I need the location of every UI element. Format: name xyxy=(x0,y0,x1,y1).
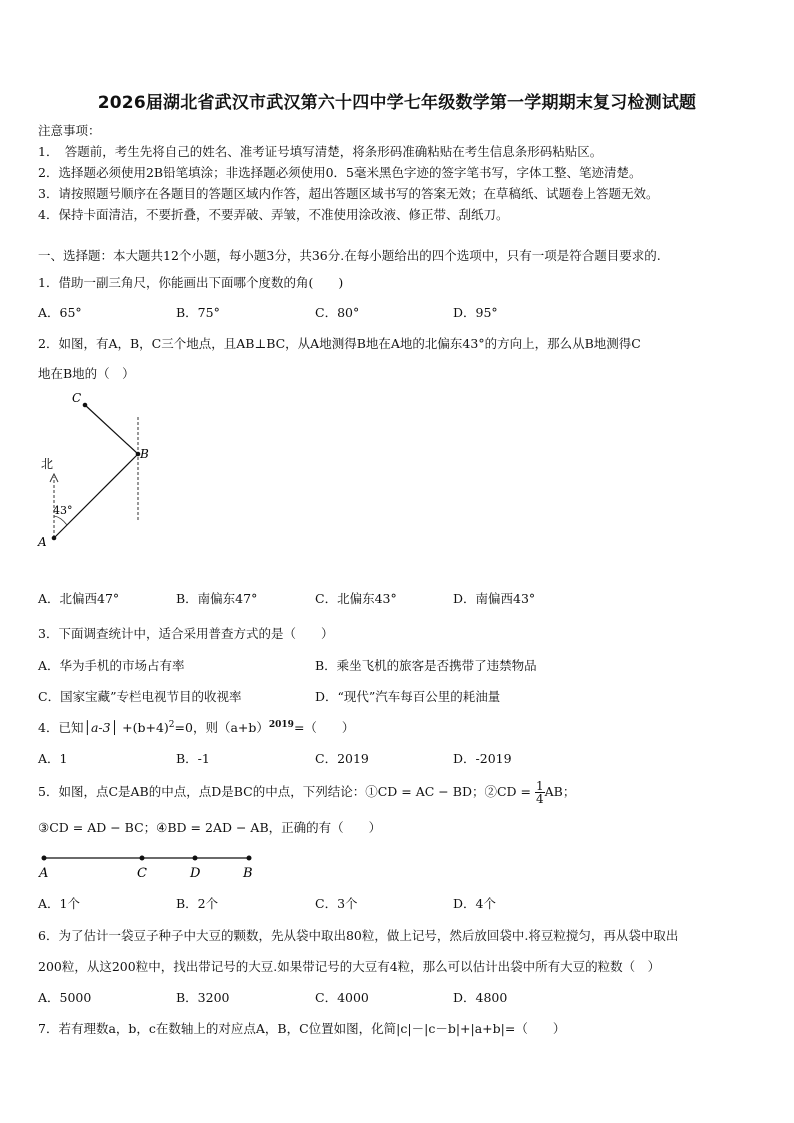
q5-label-c: C xyxy=(137,866,147,880)
notes-item-1: 1． 答题前，考生先将自己的姓名、准考证号填写清楚，将条形码准确粘贴在考生信息条形码粘贴区。 xyxy=(38,144,603,159)
q4-tail: =（ ） xyxy=(293,720,355,735)
q5-option-b: B．2个 xyxy=(176,896,219,911)
q4-mid: +(b+4) xyxy=(122,720,169,735)
q3-option-d: D．“现代”汽车每百公里的耗油量 xyxy=(315,689,501,704)
q2-figure xyxy=(30,385,160,555)
q4-stem xyxy=(38,718,354,736)
q5-point-d xyxy=(193,856,198,861)
q5-label-b: B xyxy=(243,866,253,880)
q2-stem-line1: 2．如图，有A，B，C三个地点，且AB⊥BC，从A地测得B地在A地的北偏东43°的方向上，那么从B地测得C xyxy=(38,336,641,351)
q5-option-c: C．3个 xyxy=(315,896,358,911)
q6-stem-line1: 6．为了估计一袋豆子种子中大豆的颗数，先从袋中取出80粒，做上记号，然后放回袋中.将豆粒搅匀，再从袋中取出 xyxy=(38,928,679,943)
q5-fraction-den: 4 xyxy=(535,792,544,806)
q5-label-d: D xyxy=(190,866,201,880)
q5-option-a: A．1个 xyxy=(38,896,80,911)
page-title: 2026届湖北省武汉市武汉第六十四中学七年级数学第一学期期末复习检测试题 xyxy=(97,93,697,113)
q5-line1-end: AB； xyxy=(544,784,576,799)
q2-label-b: B xyxy=(140,447,149,461)
q1-option-c: C．80° xyxy=(315,305,360,320)
q6-option-b: B．3200 xyxy=(176,990,230,1005)
q2-point-a xyxy=(52,536,57,541)
q2-option-a: A．北偏西47° xyxy=(38,591,120,606)
q5-point-c xyxy=(140,856,145,861)
q5-point-b xyxy=(247,856,252,861)
notes-item-4: 4．保持卡面清洁，不要折叠，不要弄破、弄皱，不准使用涂改液、修正带、刮纸刀。 xyxy=(38,207,509,222)
q4-then: =0，则（a+b） xyxy=(174,720,269,735)
q1-option-b: B．75° xyxy=(176,305,220,320)
q2-option-b: B．南偏东47° xyxy=(176,591,258,606)
q2-label-north: 北 xyxy=(41,457,54,471)
q4-square: 2 xyxy=(168,719,175,730)
q4-option-c: C．2019 xyxy=(315,751,369,766)
section-heading: 一、选择题：本大题共12个小题，每小题3分，共36分.在每小题给出的四个选项中，只有一项是符合题目要求的. xyxy=(38,248,661,263)
q5-fraction-num: 1 xyxy=(535,779,544,793)
q5-line1: 5．如图，点C是AB的中点，点D是BC的中点，下列结论：①CD = AC − BD；②CD = xyxy=(38,784,531,799)
notes-item-3: 3．请按照题号顺序在各题目的答题区域内作答，超出答题区域书写的答案无效；在草稿纸、试题卷上答题无效。 xyxy=(38,186,659,201)
q4-power: 2019 xyxy=(268,719,294,730)
notes-heading: 注意事项： xyxy=(38,123,101,138)
q2-option-d: D．南偏西43° xyxy=(453,591,536,606)
q2-label-c: C xyxy=(72,391,82,405)
q4-option-d: D．-2019 xyxy=(453,751,512,766)
q1-option-d: D．95° xyxy=(453,305,498,320)
q2-point-c xyxy=(83,403,88,408)
q6-option-d: D．4800 xyxy=(453,990,508,1005)
q3-option-c: C．国家宝藏”专栏电视节目的收视率 xyxy=(38,689,242,704)
q2-label-angle: 43° xyxy=(53,504,73,517)
notes-item-2: 2．选择题必须使用2B铅笔填涂；非选择题必须使用0．5毫米黑色字迹的签字笔书写，字体工整、笔迹清楚。 xyxy=(38,165,642,180)
q5-fraction xyxy=(535,780,545,805)
q2-angle-arc xyxy=(54,516,67,525)
q3-option-a: A．华为手机的市场占有率 xyxy=(38,658,185,673)
q5-stem-line2: ③CD = AD − BC；④BD = 2AD − AB，正确的有（ ） xyxy=(38,820,382,835)
q4-option-a: A．1 xyxy=(38,751,68,766)
q2-segment-ab xyxy=(54,454,138,538)
q1-stem: 1．借助一副三角尺，你能画出下面哪个度数的角( ) xyxy=(38,275,344,290)
q3-stem: 3．下面调查统计中，适合采用普查方式的是（ ） xyxy=(38,626,334,641)
q3-option-b: B．乘坐飞机的旅客是否携带了违禁物品 xyxy=(315,658,537,673)
q4-abs: │a-3│ xyxy=(83,720,119,735)
q6-option-a: A．5000 xyxy=(38,990,92,1005)
q2-label-a: A xyxy=(38,535,47,549)
q2-option-c: C．北偏东43° xyxy=(315,591,397,606)
q5-figure xyxy=(34,850,264,880)
q5-label-a: A xyxy=(39,866,49,880)
q4-option-b: B．-1 xyxy=(176,751,210,766)
q2-segment-cb xyxy=(85,405,138,454)
q6-stem-line2: 200粒，从这200粒中，找出带记号的大豆.如果带记号的大豆有4粒，那么可以估计出袋中所有大豆的粒数（ ） xyxy=(38,959,661,974)
q5-option-d: D．4个 xyxy=(453,896,496,911)
q1-option-a: A．65° xyxy=(38,305,82,320)
q5-stem-line1 xyxy=(38,780,575,805)
q4-prefix: 4．已知 xyxy=(38,720,84,735)
q7-stem: 7．若有理数a，b，c在数轴上的对应点A，B，C位置如图，化简|c|－|c－b|+|a+b|=（ ） xyxy=(38,1021,566,1036)
q6-option-c: C．4000 xyxy=(315,990,369,1005)
q2-stem-line2: 地在B地的（ ） xyxy=(38,366,135,381)
q5-point-a xyxy=(42,856,47,861)
